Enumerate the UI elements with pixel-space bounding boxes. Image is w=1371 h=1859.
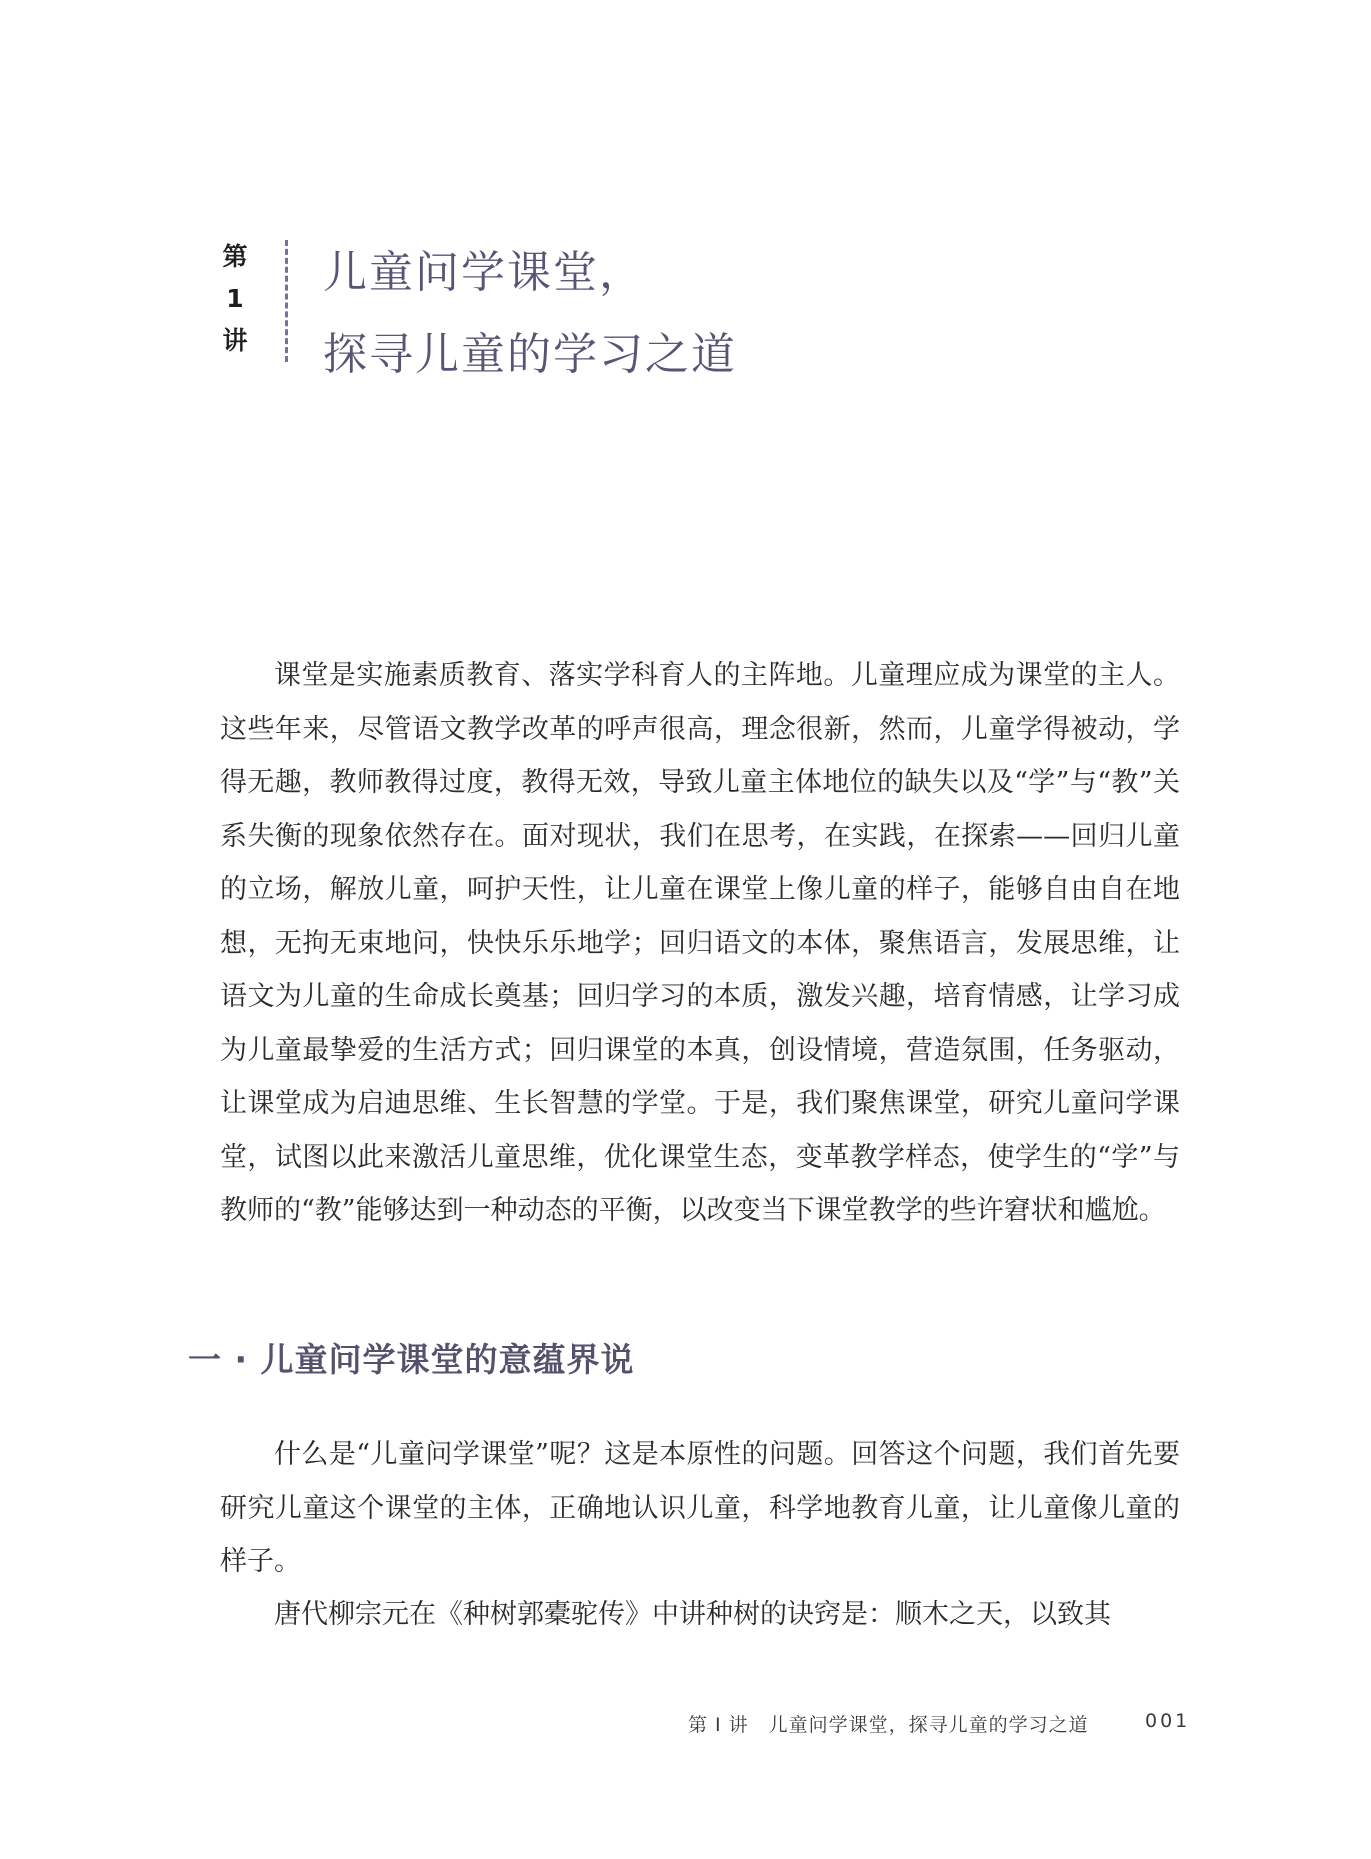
body-paragraph-3: 唐代柳宗元在《种树郭橐驼传》中讲种树的诀窍是：顺木之天，以致其 [274, 1599, 1111, 1630]
chapter-label [218, 236, 252, 362]
section-heading: 一 · 儿童问学课堂的意蕴界说 [188, 1340, 635, 1379]
body-paragraph-1: 课堂是实施素质教育、落实学科育人的主阵地。儿童理应成为课堂的主人。这些年来，尽管语文教学改革的呼声很高，理念很新，然而，儿童学得被动，学得无趣，教师教得过度，教得无效，导致儿童主体地位的缺失以及“学”与“教”关系失衡的现象依然存在。面对现状，我们在思考，在实践，在探索——回归儿童的立场，解放儿童，呵护天性，让儿童在课堂上像儿童的样子，能够自由自在地想，无拘无束地问，快快乐乐地学；回归语文的本体，聚焦语言，发展思维，让语文为儿童的生命成长奠基；回归学习的本质，激发兴趣，培育情感，让学习成为儿童最挚爱的生活方式；回归课堂的本真，创设情境，营造氛围，任务驱动，让课堂成为启迪思维、生长智慧的学堂。于是，我们聚焦课堂，研究儿童问学课堂，试图以此来激活儿童思维，优化课堂生态，变革教学样态，使学生的“学”与教师的“教”能够达到一种动态的平衡，以改变当下课堂教学的些许窘状和尴尬。 [220, 660, 1180, 1226]
footer-running-title: 第 Ⅰ 讲 儿童问学课堂，探寻儿童的学习之道 [688, 1714, 1089, 1736]
chapter-label-suffix: 讲 [222, 326, 248, 355]
footer-page-number: 001 [1145, 1710, 1191, 1732]
chapter-label-prefix: 第 [222, 242, 248, 271]
chapter-divider [285, 240, 288, 362]
chapter-title [323, 232, 737, 396]
chapter-title-line-2: 探寻儿童的学习之道 [323, 329, 737, 380]
body-paragraph-2: 什么是“儿童问学课堂”呢？这是本原性的问题。回答这个问题，我们首先要研究儿童这个课堂的主体，正确地认识儿童，科学地教育儿童，让儿童像儿童的样子。 [220, 1439, 1180, 1577]
chapter-title-line-1: 儿童问学课堂， [323, 247, 645, 298]
chapter-number: 1 [226, 284, 244, 313]
